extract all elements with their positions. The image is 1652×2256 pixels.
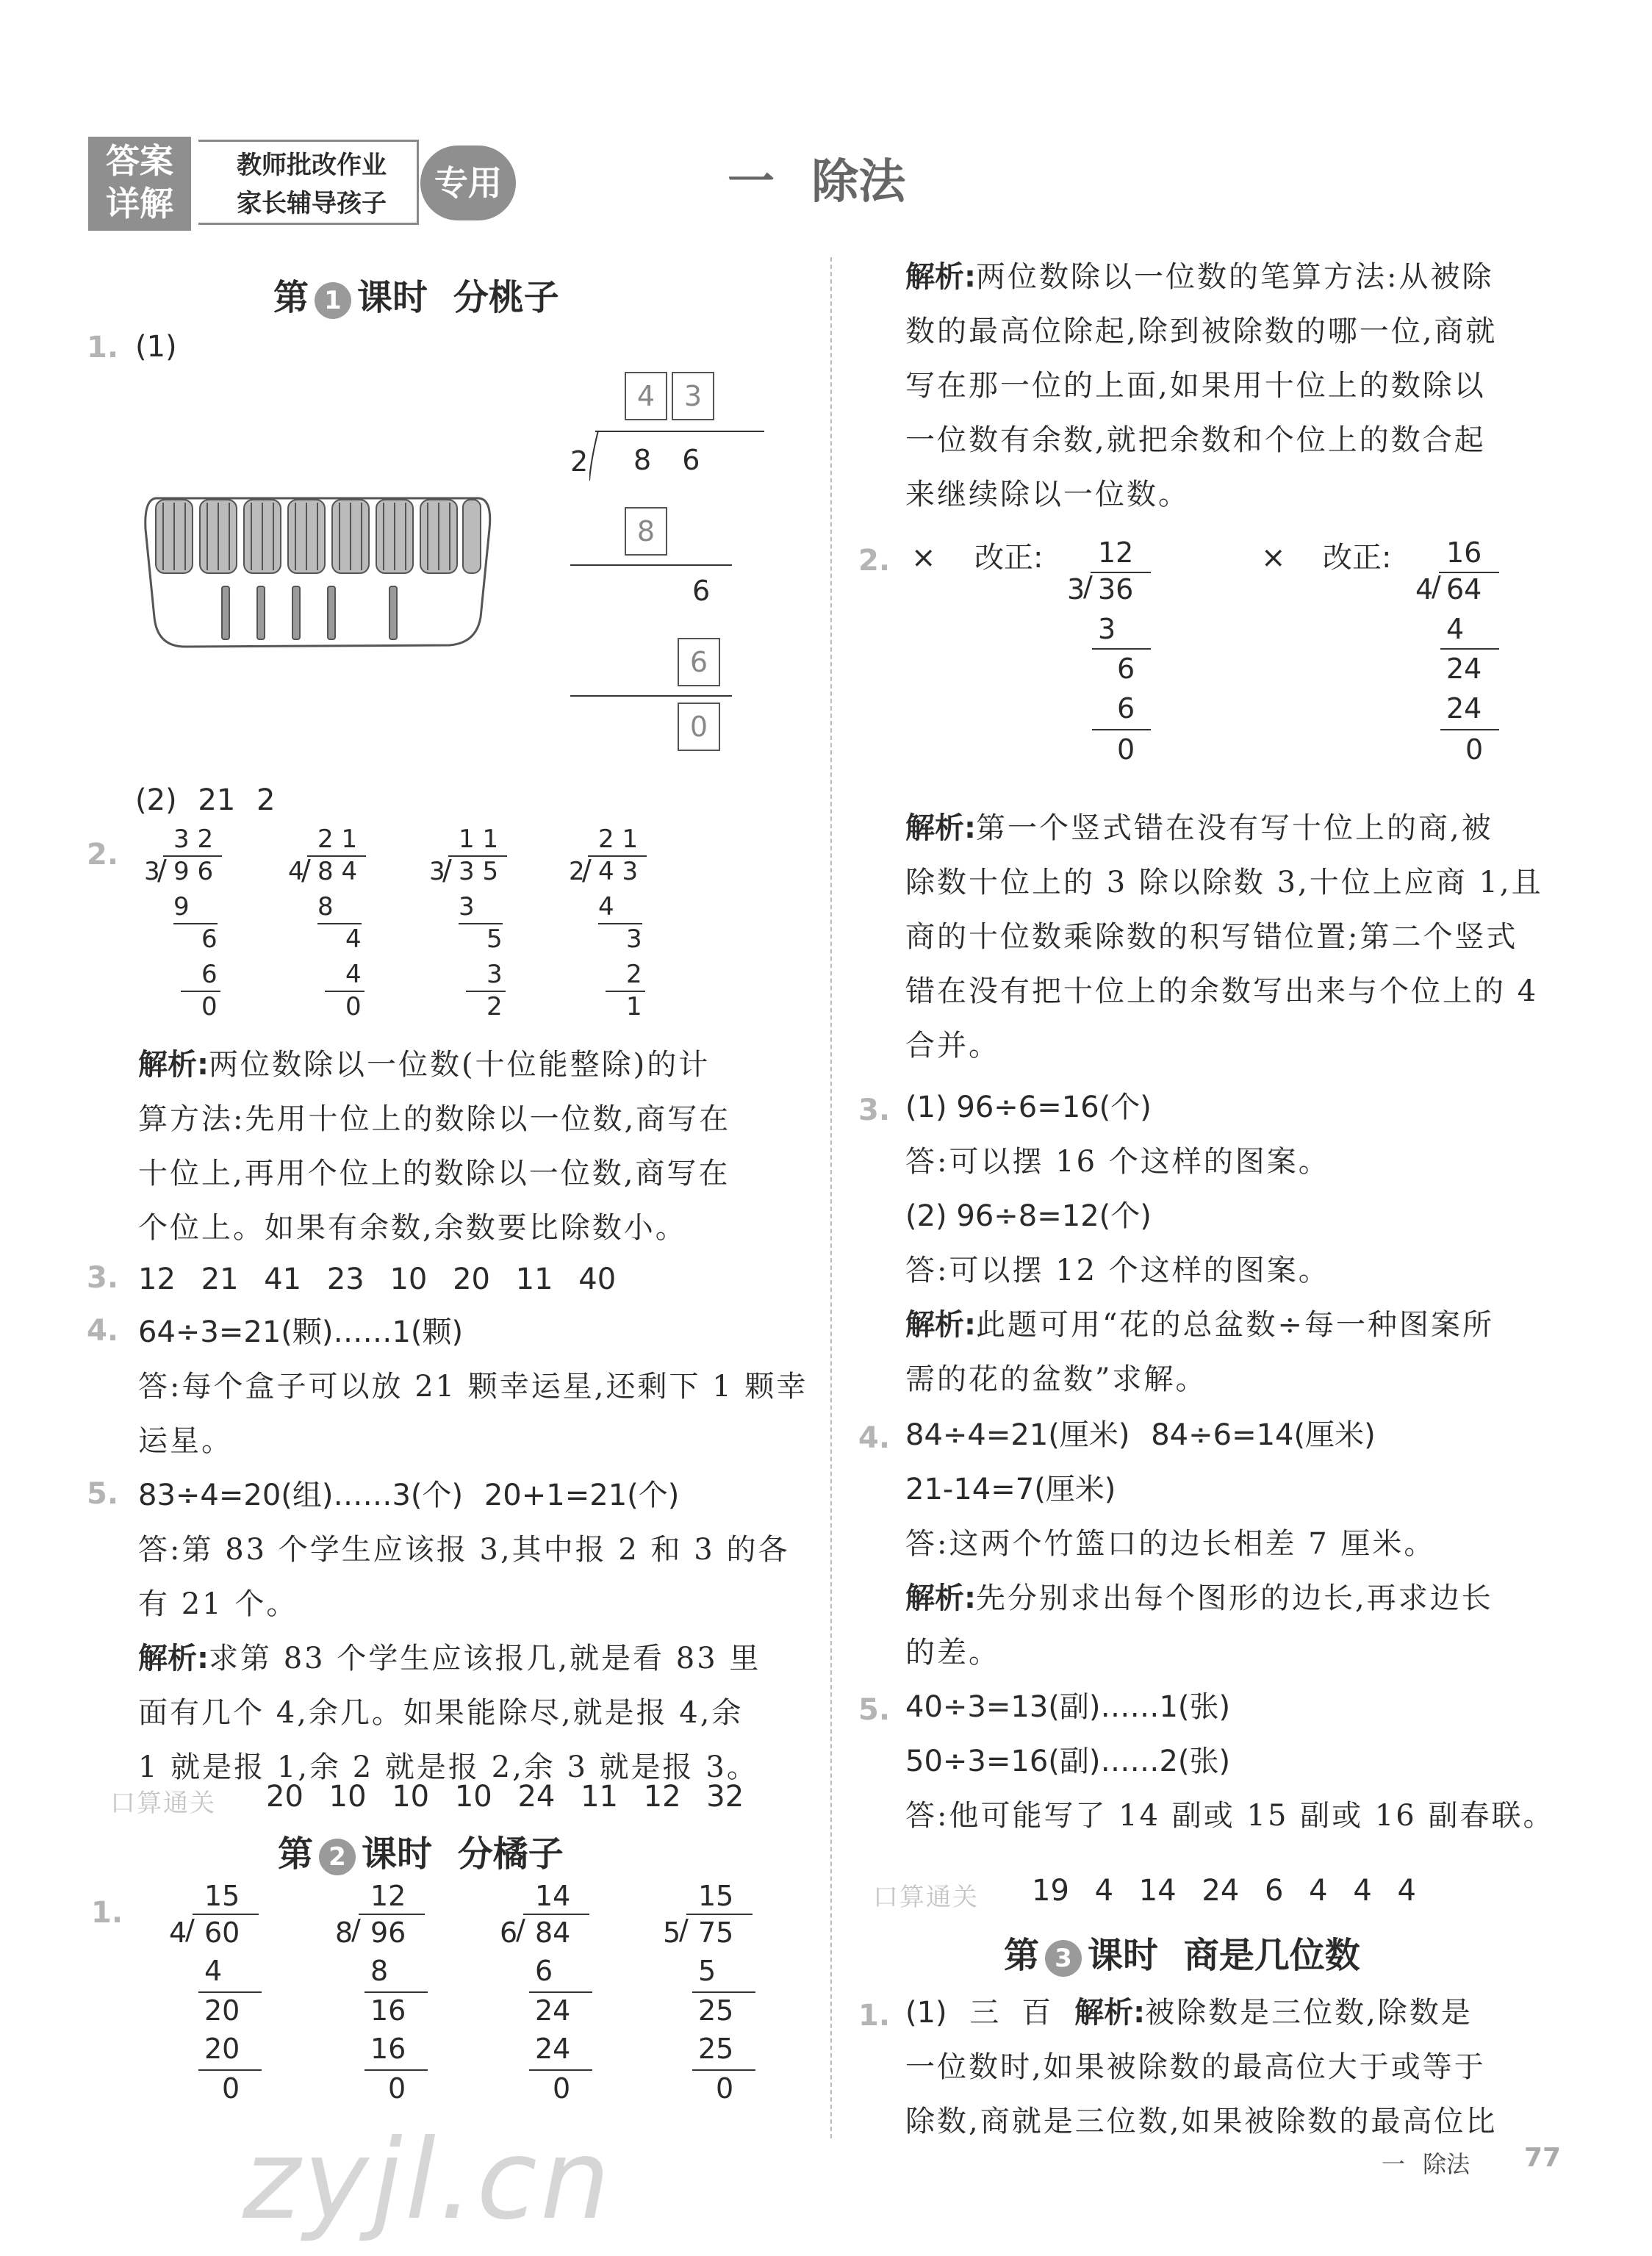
analysis-label: 解析: bbox=[905, 260, 976, 294]
lesson1-title-post: 课时 分桃子 bbox=[357, 277, 559, 318]
remainder1: 6 bbox=[201, 924, 218, 954]
l2-q3-line3: (2) 96÷8=12(个) bbox=[905, 1199, 1152, 1233]
analysis-label: 解析: bbox=[138, 1048, 209, 1082]
l1-q4-number: 4. bbox=[87, 1314, 119, 1348]
quotient: 14 bbox=[535, 1880, 571, 1912]
line2 bbox=[570, 695, 732, 697]
analysis-line1: 第一个竖式错在没有写十位上的商,被 bbox=[976, 811, 1493, 845]
l2-q4-analysis-line1: 先分别求出每个图形的边长,再求边长 bbox=[976, 1581, 1493, 1615]
analysis-label: 解析: bbox=[905, 811, 976, 845]
l2-q3-body bbox=[905, 1080, 1494, 1407]
l3-q1-analysis-label: 解析: bbox=[1074, 1996, 1146, 2030]
l1-q2-number: 2. bbox=[87, 838, 119, 872]
remainder2: 0 bbox=[388, 2072, 406, 2105]
l2-q3-analysis-line2: 需的花的盆数”求解。 bbox=[905, 1362, 1207, 1396]
remainder1: 24 bbox=[535, 1994, 571, 2027]
dividend: 96 bbox=[370, 1916, 406, 1949]
l2-q1-division-3 bbox=[497, 1880, 592, 2130]
l1-q1-number: 1. bbox=[87, 331, 119, 364]
l1-q5-analysis-line1: 求第 83 个学生应该报几,就是看 83 里 bbox=[209, 1642, 761, 1675]
l1-q2-division-4 bbox=[566, 825, 654, 1030]
dividend: 75 bbox=[698, 1916, 734, 1949]
remainder2: 0 bbox=[201, 992, 218, 1021]
lesson1-number: 1 bbox=[315, 282, 351, 319]
l1-q3-answers: 12 21 41 23 10 20 11 40 bbox=[138, 1262, 617, 1296]
remainder2: 0 bbox=[345, 992, 362, 1021]
l2-q3-number: 3. bbox=[858, 1093, 891, 1127]
l1-q2-division-3 bbox=[426, 825, 514, 1030]
l1-q5-answer-line1: 答:第 83 个学生应该报 3,其中报 2 和 3 的各 bbox=[138, 1533, 790, 1567]
subtract1: 9 bbox=[173, 892, 190, 922]
remainder2: 0 bbox=[716, 2072, 734, 2105]
l2-q3-line2: 答:可以摆 16 个这样的图案。 bbox=[905, 1145, 1330, 1179]
l2-q2-division-2 bbox=[1414, 536, 1509, 779]
remainder1: 3 bbox=[626, 924, 642, 954]
subtract1: 6 bbox=[535, 1955, 553, 1987]
divisor: 3 bbox=[144, 857, 160, 886]
l2-q2-mark-2: × bbox=[1261, 541, 1286, 575]
analysis-line1: 两位数除以一位数的笔算方法:从被除 bbox=[976, 260, 1494, 294]
dividend: 9 6 bbox=[173, 857, 214, 886]
quotient: 12 bbox=[1098, 536, 1134, 569]
l3-q1-analysis-line2: 一位数时,如果被除数的最高位大于或等于 bbox=[905, 2050, 1486, 2084]
l2-q4-line2: 21-14=7(厘米) bbox=[905, 1473, 1116, 1506]
lesson2-title bbox=[278, 1825, 564, 1876]
subtract2: 4 bbox=[345, 960, 362, 989]
subtract2: 16 bbox=[370, 2033, 406, 2065]
watermark: zyjl.cn bbox=[243, 2116, 614, 2244]
subtract1: 8 bbox=[317, 892, 334, 922]
remainder1: 16 bbox=[370, 1994, 406, 2027]
divisor: 3 bbox=[1067, 573, 1085, 606]
analysis-line3: 商的十位数乘除数的积写错位置;第二个竖式 bbox=[905, 920, 1518, 954]
bracket: / bbox=[185, 1914, 195, 1946]
l3-q1-answer: (1) 三 百 bbox=[905, 1996, 1052, 2030]
quotient-ones-box: 3 bbox=[672, 372, 714, 420]
page-number: 77 bbox=[1524, 2143, 1562, 2173]
analysis-line1: 两位数除以一位数(十位能整除)的计 bbox=[209, 1048, 711, 1082]
lesson1-title bbox=[273, 269, 559, 320]
lesson2-number: 2 bbox=[319, 1839, 356, 1875]
l2-q2-fix-label-2: 改正: bbox=[1323, 541, 1392, 575]
subtract2: 24 bbox=[535, 2033, 571, 2065]
remainder2: 0 bbox=[222, 2072, 240, 2105]
l1-q4-equation: 64÷3=21(颗)……1(颗) bbox=[138, 1315, 464, 1349]
subtract1-box: 8 bbox=[625, 507, 667, 556]
quotient: 2 1 bbox=[317, 825, 358, 854]
subtract2: 20 bbox=[204, 2033, 240, 2065]
l1-kousuan-answers: 20 10 10 10 24 11 12 32 bbox=[266, 1780, 744, 1814]
division-bracket bbox=[589, 431, 601, 482]
dividend: 64 bbox=[1446, 573, 1482, 606]
analysis-line2: 除数十位上的 3 除以除数 3,十位上应商 1,且 bbox=[905, 866, 1543, 899]
l2-q1-number: 1. bbox=[91, 1896, 123, 1930]
l3-q1-analysis-line3: 除数,商就是三位数,如果被除数的最高位比 bbox=[905, 2105, 1498, 2138]
divisor: 4 bbox=[288, 857, 304, 886]
subtract1: 4 bbox=[598, 892, 614, 922]
l1-q3-number: 3. bbox=[87, 1261, 119, 1295]
lesson3-title-pre: 第 bbox=[1004, 1935, 1040, 1976]
l2-q3-line4: 答:可以摆 12 个这样的图案。 bbox=[905, 1254, 1330, 1287]
bracket: / bbox=[582, 854, 592, 886]
l1-q4-answer-line2: 运星。 bbox=[138, 1424, 233, 1458]
answer-badge bbox=[88, 137, 191, 231]
lesson1-title-pre: 第 bbox=[273, 277, 309, 318]
lesson3-title bbox=[1004, 1927, 1360, 1977]
l2-q4-line3: 答:这两个竹篮口的边长相差 7 厘米。 bbox=[905, 1527, 1436, 1561]
l3-q1-body bbox=[905, 1986, 1497, 2149]
remainder2: 0 bbox=[1465, 733, 1484, 766]
dividend: 8 6 bbox=[633, 444, 700, 476]
l1-q5-number: 5. bbox=[87, 1477, 119, 1511]
dividend: 8 4 bbox=[317, 857, 358, 886]
l1-q1-part1: (1) bbox=[135, 330, 177, 364]
lesson2-title-pre: 第 bbox=[278, 1833, 314, 1875]
l2-q3-analysis-line1: 此题可用“花的总盆数÷每一种图案所 bbox=[976, 1308, 1494, 1342]
footer-section: 一 除法 bbox=[1382, 2150, 1470, 2178]
divisor: 3 bbox=[429, 857, 445, 886]
remainder2: 0 bbox=[553, 2072, 571, 2105]
divisor: 8 bbox=[335, 1916, 353, 1949]
l2-q4-number: 4. bbox=[858, 1421, 891, 1455]
l2-q5-body bbox=[905, 1680, 1554, 1843]
remainder2: 2 bbox=[486, 992, 503, 1021]
l2-q2-fix-label-1: 改正: bbox=[974, 541, 1044, 575]
remainder1: 4 bbox=[345, 924, 362, 954]
l1-q5-equation: 83÷4=20(组)……3(个) 20+1=21(个) bbox=[138, 1479, 680, 1512]
l2-q5-line1: 40÷3=13(副)……1(张) bbox=[905, 1690, 1231, 1724]
l2-q2-number: 2. bbox=[858, 544, 891, 578]
l1-q5-body bbox=[138, 1468, 789, 1795]
l2-q1-division-4 bbox=[660, 1880, 755, 2130]
remainder1: 24 bbox=[1446, 653, 1482, 685]
l2-q3-analysis-label: 解析: bbox=[905, 1308, 976, 1342]
remainder2-box: 0 bbox=[678, 703, 720, 751]
l2-q5-number: 5. bbox=[858, 1693, 891, 1727]
usage-tag bbox=[198, 140, 419, 225]
analysis-line2: 算方法:先用十位上的数除以一位数,商写在 bbox=[138, 1102, 731, 1136]
l2-q2-mark-1: × bbox=[911, 541, 936, 575]
l1-q4-body bbox=[138, 1305, 808, 1468]
analysis-line4: 错在没有把十位上的余数写出来与个位上的 4 bbox=[905, 974, 1539, 1008]
l2-q5-line2: 50÷3=16(副)……2(张) bbox=[905, 1745, 1231, 1778]
dividend: 60 bbox=[204, 1916, 240, 1949]
l3-q1-analysis-line1: 被除数是三位数,除数是 bbox=[1145, 1996, 1473, 2030]
l2-q5-line3: 答:他可能写了 14 副或 15 副或 16 副春联。 bbox=[905, 1799, 1555, 1833]
remainder1: 20 bbox=[204, 1994, 240, 2027]
divisor: 4 bbox=[1415, 573, 1434, 606]
lesson3-number: 3 bbox=[1045, 1940, 1082, 1977]
subtract1: 8 bbox=[370, 1955, 389, 1987]
l2-q4-analysis-line2: 的差。 bbox=[905, 1636, 1000, 1670]
subtract2-box: 6 bbox=[678, 638, 720, 686]
l1-q2-division-1 bbox=[141, 825, 229, 1030]
l2-kousuan-answers: 19 4 14 24 6 4 4 4 bbox=[1032, 1874, 1416, 1908]
l1-q5-analysis-label: 解析: bbox=[138, 1642, 209, 1675]
subtract2: 25 bbox=[698, 2033, 734, 2065]
l2-q1-division-2 bbox=[332, 1880, 428, 2130]
l1-q4-answer-line1: 答:每个盒子可以放 21 颗幸运星,还剩下 1 颗幸 bbox=[138, 1370, 808, 1404]
bracket: / bbox=[679, 1914, 689, 1946]
quotient: 15 bbox=[204, 1880, 240, 1912]
l1-q5-analysis-line3: 1 就是报 1,余 2 就是报 2,余 3 就是报 3。 bbox=[138, 1750, 758, 1784]
l1-q2-analysis bbox=[138, 1038, 730, 1255]
l1-q5-analysis-line2: 面有几个 4,余几。如果能除尽,就是报 4,余 bbox=[138, 1696, 744, 1730]
lesson2-title-post: 课时 分橘子 bbox=[362, 1833, 564, 1875]
subtract2: 6 bbox=[201, 960, 218, 989]
remainder2: 1 bbox=[626, 992, 642, 1021]
remainder1: 25 bbox=[698, 1994, 734, 2027]
subtract2: 6 bbox=[1117, 692, 1135, 725]
subtract1: 5 bbox=[698, 1955, 717, 1987]
l2-q4-body bbox=[905, 1408, 1493, 1680]
divisor: 6 bbox=[500, 1916, 518, 1949]
subtract2: 24 bbox=[1446, 692, 1482, 725]
subtract1: 3 bbox=[459, 892, 475, 922]
badge-line1: 答案 bbox=[106, 141, 173, 181]
analysis-line4: 个位上。如果有余数,余数要比除数小。 bbox=[138, 1211, 687, 1245]
analysis-line5: 来继续除以一位数。 bbox=[905, 478, 1190, 511]
divisor: 2 bbox=[569, 857, 585, 886]
l2-q4-analysis-label: 解析: bbox=[905, 1581, 976, 1615]
subtract2: 2 bbox=[626, 960, 642, 989]
tag-line2: 家长辅导孩子 bbox=[237, 189, 387, 218]
analysis-line3: 十位上,再用个位上的数除以一位数,商写在 bbox=[138, 1157, 730, 1190]
badge-line2: 详解 bbox=[106, 184, 173, 223]
quotient: 12 bbox=[370, 1880, 406, 1912]
line1 bbox=[570, 564, 732, 566]
remainder2: 0 bbox=[1117, 733, 1135, 766]
remainder1: 6 bbox=[692, 575, 711, 607]
bracket: / bbox=[516, 1914, 525, 1946]
l2-q3-line1: (1) 96÷6=16(个) bbox=[905, 1091, 1152, 1124]
bracket: / bbox=[157, 854, 167, 886]
bracket: / bbox=[351, 1914, 361, 1946]
bracket: / bbox=[442, 854, 452, 886]
dividend: 4 3 bbox=[598, 857, 639, 886]
subtract1: 4 bbox=[204, 1955, 223, 1987]
remainder1: 5 bbox=[486, 924, 503, 954]
lesson3-title-post: 课时 商是几位数 bbox=[1088, 1935, 1360, 1976]
l2-q1-division-1 bbox=[166, 1880, 262, 2130]
peach-bundles-illustration bbox=[141, 485, 494, 654]
divisor: 4 bbox=[169, 1916, 187, 1949]
l1-q1-long-division bbox=[566, 372, 764, 754]
dividend: 84 bbox=[535, 1916, 571, 1949]
quotient: 2 1 bbox=[598, 825, 639, 854]
l1-q1-part2: (2) 21 2 bbox=[135, 783, 276, 817]
subtract1: 3 bbox=[1098, 613, 1116, 645]
bracket: / bbox=[1432, 570, 1441, 603]
remainder1: 6 bbox=[1117, 653, 1135, 685]
quotient: 3 2 bbox=[173, 825, 214, 854]
l3-q1-number: 1. bbox=[858, 1999, 891, 2033]
l1-q2-division-2 bbox=[285, 825, 373, 1030]
quotient: 16 bbox=[1446, 536, 1482, 569]
quotient: 15 bbox=[698, 1880, 734, 1912]
analysis-line5: 合并。 bbox=[905, 1029, 1000, 1063]
divisor: 5 bbox=[663, 1916, 681, 1949]
dividend: 36 bbox=[1098, 573, 1134, 606]
chapter-title: 一 除法 bbox=[728, 154, 906, 209]
quotient: 1 1 bbox=[459, 825, 499, 854]
subtract2: 3 bbox=[486, 960, 503, 989]
analysis-line2: 数的最高位除起,除到被除数的哪一位,商就 bbox=[905, 315, 1498, 348]
l1-kousuan-label: 口算通关 bbox=[110, 1789, 216, 1818]
bracket: / bbox=[301, 854, 311, 886]
divisor: 2 bbox=[570, 445, 589, 478]
l2-kousuan-label: 口算通关 bbox=[873, 1883, 979, 1912]
l2-q1-analysis bbox=[905, 250, 1497, 522]
bracket: / bbox=[1083, 570, 1093, 603]
dividend: 3 5 bbox=[459, 857, 499, 886]
column-divider bbox=[830, 257, 832, 2138]
quotient-tens-box: 4 bbox=[625, 372, 667, 420]
analysis-line4: 一位数有余数,就把余数和个位上的数合起 bbox=[905, 423, 1486, 457]
subtract1: 4 bbox=[1446, 613, 1465, 645]
special-badge: 专用 bbox=[420, 146, 516, 220]
l2-q2-analysis bbox=[905, 801, 1543, 1073]
l2-q4-line1: 84÷4=21(厘米) 84÷6=14(厘米) bbox=[905, 1418, 1376, 1452]
analysis-line3: 写在那一位的上面,如果用十位上的数除以 bbox=[905, 369, 1486, 403]
division-bar bbox=[595, 431, 764, 432]
l2-q2-division-1 bbox=[1066, 536, 1161, 779]
tag-line1: 教师批改作业 bbox=[237, 151, 387, 180]
l1-q5-answer-line2: 有 21 个。 bbox=[138, 1587, 298, 1621]
